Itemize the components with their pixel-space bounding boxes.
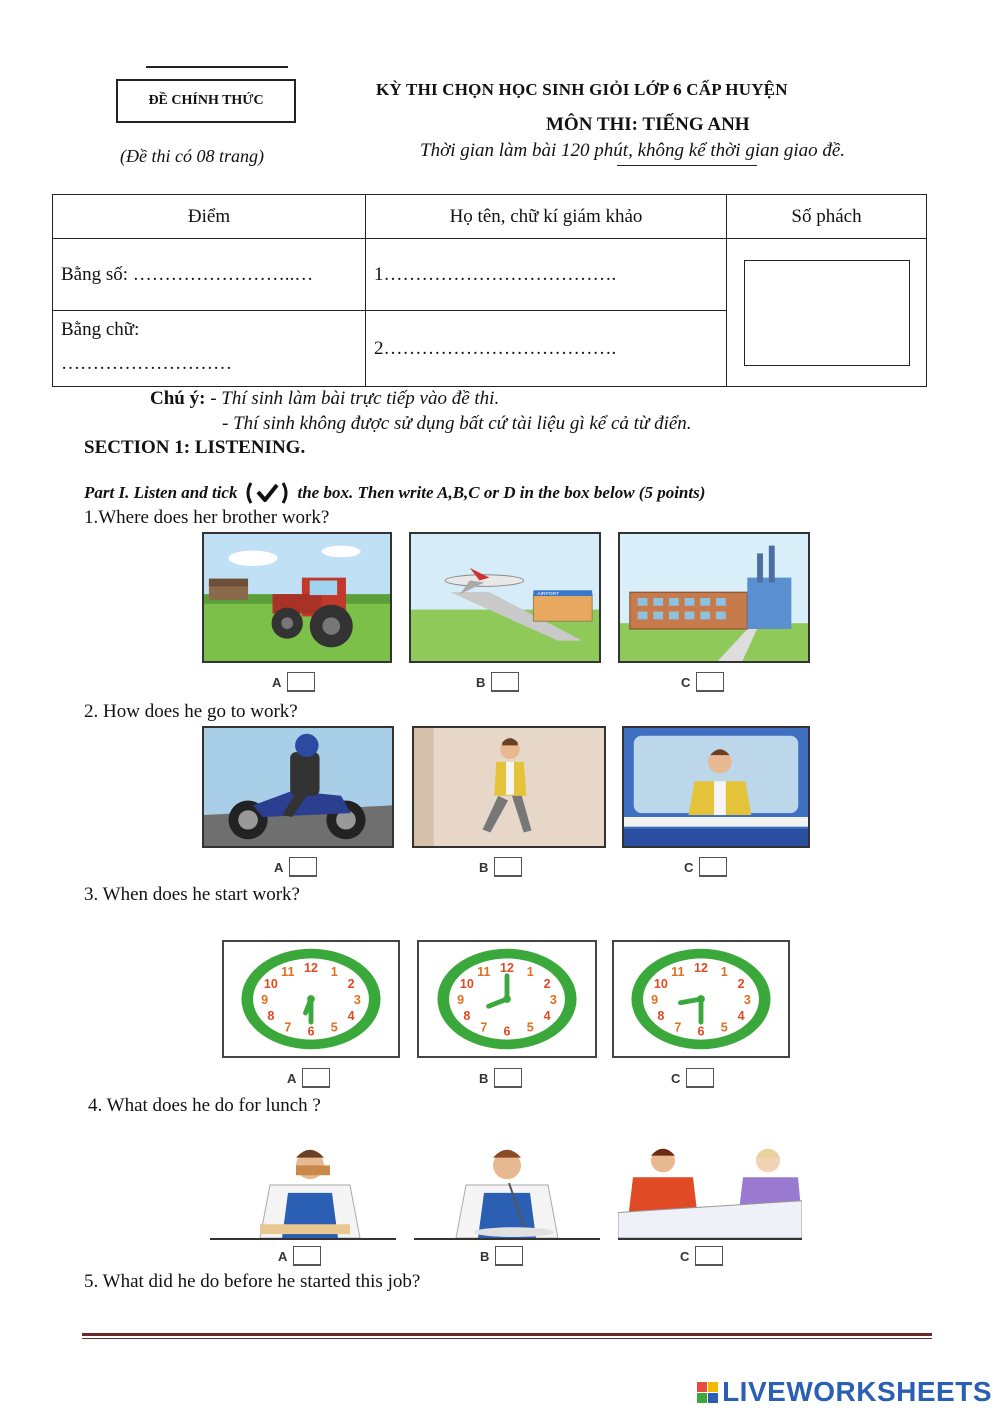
clock-number: 12 <box>694 960 708 975</box>
clock-number: 6 <box>697 1024 705 1039</box>
clock-number: 4 <box>543 1008 551 1023</box>
option-letter: A <box>274 859 284 875</box>
code-box[interactable] <box>744 260 910 366</box>
clock-number: 3 <box>743 992 751 1007</box>
q3-clock-a <box>222 940 400 1058</box>
clock-number: 10 <box>459 976 474 991</box>
clock-number: 2 <box>543 976 551 991</box>
airport-sign: AIRPORT <box>537 592 559 598</box>
clock-number: 8 <box>463 1008 471 1023</box>
option-letter: A <box>287 1070 297 1086</box>
q3-clock-c <box>612 940 790 1058</box>
clock-number: 1 <box>526 965 534 980</box>
clock-number: 8 <box>267 1008 275 1023</box>
q1-option-a <box>272 672 315 692</box>
subject-title: MÔN THI: TIẾNG ANH <box>546 114 750 135</box>
option-letter: B <box>479 1070 489 1086</box>
part-text-before: Part I. Listen and tick <box>84 483 238 502</box>
examiner-2-cell[interactable] <box>366 311 727 387</box>
q4-checkbox-c[interactable] <box>695 1246 723 1266</box>
score-words-label: Bằng chữ: <box>61 319 140 340</box>
q3-option-c <box>671 1068 714 1088</box>
q4-image-sandwich <box>210 1136 396 1240</box>
clock-number: 6 <box>307 1024 315 1039</box>
clock-number: 5 <box>330 1020 338 1035</box>
clock-number: 7 <box>674 1020 682 1035</box>
clock-icon <box>419 942 595 1056</box>
part-text-after: the box. Then write A,B,C or D in the box below (5 points) <box>297 483 706 502</box>
checkmark-icon <box>243 480 291 506</box>
question-2: 2. How does he go to work? <box>84 701 298 722</box>
question-4: 4. What does he do for lunch ? <box>88 1095 321 1116</box>
liveworksheets-logo-icon <box>697 1382 718 1403</box>
q4-option-c <box>680 1246 723 1266</box>
q4-image-fork <box>414 1136 600 1240</box>
clock-number: 9 <box>457 992 465 1007</box>
grade-table <box>52 194 927 387</box>
liveworksheets-watermark <box>697 1376 992 1408</box>
q4-checkbox-a[interactable] <box>293 1246 321 1266</box>
option-letter: A <box>278 1248 288 1264</box>
q3-option-b <box>479 1068 522 1088</box>
examiner-1: 1………………………………. <box>374 263 617 285</box>
clock-number: 3 <box>549 992 557 1007</box>
code-cell <box>727 239 927 387</box>
clock-number: 5 <box>526 1020 534 1035</box>
q1-image-farm <box>202 532 392 663</box>
clock-number: 10 <box>653 976 668 991</box>
footer-rule <box>82 1333 932 1336</box>
note-line-1 <box>150 388 499 410</box>
clock-number: 4 <box>347 1008 355 1023</box>
q1-checkbox-c[interactable] <box>696 672 724 692</box>
clock-number: 5 <box>720 1020 728 1035</box>
clock-number: 8 <box>657 1008 665 1023</box>
option-letter: C <box>671 1070 681 1086</box>
note-line-2: - Thí sinh không được sử dụng bất cứ tài liệu gì kể cả từ điển. <box>222 413 692 434</box>
q4-checkbox-b[interactable] <box>495 1246 523 1266</box>
clock-icon <box>224 942 398 1056</box>
score-words-cell[interactable] <box>53 311 366 387</box>
q4-option-a <box>278 1246 321 1266</box>
clock-number: 7 <box>480 1020 488 1035</box>
option-letter: B <box>476 674 486 690</box>
clock-number: 12 <box>500 960 514 975</box>
watermark-text: LIVEWORKSHEETS <box>722 1376 992 1407</box>
examiner-1-cell[interactable] <box>366 239 727 311</box>
clock-number: 4 <box>737 1008 745 1023</box>
score-words-dots: ……………………… <box>61 353 232 374</box>
q1-option-c <box>681 672 724 692</box>
option-letter: B <box>480 1248 490 1264</box>
exam-title: KỲ THI CHỌN HỌC SINH GIỎI LỚP 6 CẤP HUYỆN <box>376 80 788 99</box>
q1-option-b <box>476 672 519 692</box>
clock-number: 11 <box>477 965 491 980</box>
note-text-1: - Thí sinh làm bài trực tiếp vào đề thi. <box>205 388 500 409</box>
q1-image-airport <box>409 532 601 663</box>
option-letter: C <box>681 674 691 690</box>
clock-number: 9 <box>261 992 269 1007</box>
clock-number: 11 <box>671 965 685 980</box>
q3-option-a <box>287 1068 330 1088</box>
q2-checkbox-c[interactable] <box>699 857 727 877</box>
clock-number: 3 <box>353 992 361 1007</box>
pages-note: (Đề thi có 08 trang) <box>120 146 264 166</box>
clock-number: 9 <box>651 992 659 1007</box>
q3-checkbox-b[interactable] <box>494 1068 522 1088</box>
q2-checkbox-a[interactable] <box>289 857 317 877</box>
q4-image-friend <box>618 1136 802 1240</box>
option-letter: B <box>479 859 489 875</box>
part-instruction <box>84 480 705 506</box>
q2-image-walking <box>412 726 606 848</box>
clock-number: 7 <box>284 1020 292 1035</box>
header-rule <box>146 66 288 68</box>
score-number-cell[interactable] <box>53 239 366 311</box>
score-number: Bằng số: ……………………..… <box>61 263 314 285</box>
q2-option-b <box>479 857 522 877</box>
q2-checkbox-b[interactable] <box>494 857 522 877</box>
q3-clock-b <box>417 940 597 1058</box>
q2-image-motorbike <box>202 726 394 848</box>
question-1: 1.Where does her brother work? <box>84 507 330 528</box>
time-underline <box>617 165 757 166</box>
clock-icon <box>614 942 788 1056</box>
q2-option-c <box>684 857 727 877</box>
q4-option-b <box>480 1246 523 1266</box>
q3-checkbox-a[interactable] <box>302 1068 330 1088</box>
q1-checkbox-a[interactable] <box>287 672 315 692</box>
clock-number: 11 <box>281 965 295 980</box>
option-letter: C <box>680 1248 690 1264</box>
q2-image-train <box>622 726 810 848</box>
q1-checkbox-b[interactable] <box>491 672 519 692</box>
footer-rule-thin <box>82 1338 932 1339</box>
time-note: Thời gian làm bài 120 phút, không kể thời gian giao đề. <box>420 140 846 161</box>
section-title: SECTION 1: LISTENING. <box>84 437 306 458</box>
q3-checkbox-c[interactable] <box>686 1068 714 1088</box>
examiner-2: 2………………………………. <box>374 337 617 359</box>
clock-number: 6 <box>503 1024 511 1039</box>
official-label: ĐỀ CHÍNH THỨC <box>116 79 296 123</box>
clock-number: 2 <box>737 976 745 991</box>
header-score: Điểm <box>53 195 366 239</box>
q2-option-a <box>274 857 317 877</box>
clock-number: 1 <box>720 965 728 980</box>
header-examiner: Họ tên, chữ kí giám khảo <box>366 195 727 239</box>
q1-image-factory <box>618 532 810 663</box>
clock-number: 2 <box>347 976 355 991</box>
clock-number: 10 <box>263 976 278 991</box>
question-3: 3. When does he start work? <box>84 884 300 905</box>
note-label: Chú ý: <box>150 388 206 409</box>
option-letter: A <box>272 674 282 690</box>
header-code: Số phách <box>727 195 927 239</box>
question-5: 5. What did he do before he started this job? <box>84 1271 421 1292</box>
option-letter: C <box>684 859 694 875</box>
clock-number: 12 <box>304 960 318 975</box>
clock-number: 1 <box>330 965 338 980</box>
